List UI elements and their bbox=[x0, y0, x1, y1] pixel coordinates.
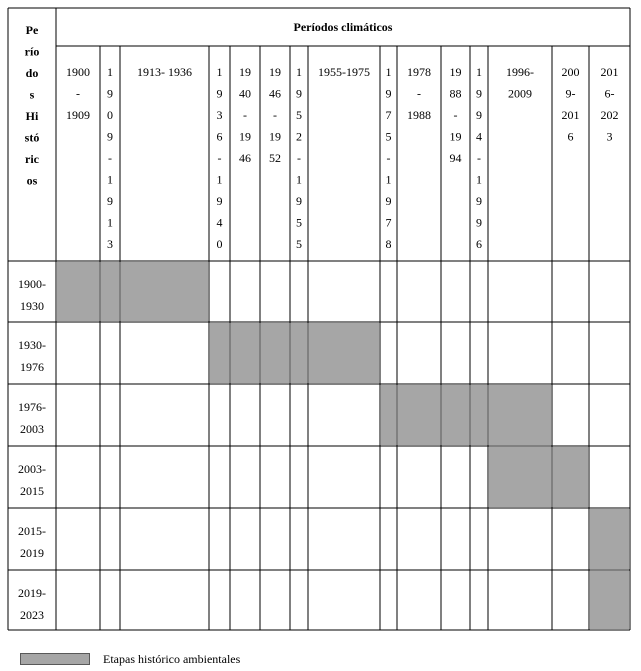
column-header-line: - bbox=[453, 108, 458, 122]
column-header-line: 1 bbox=[476, 65, 482, 79]
column-header-line: - bbox=[477, 151, 481, 165]
column-header-line: 1909 bbox=[66, 108, 90, 122]
shaded-cell bbox=[489, 385, 551, 445]
column-header-line: 200 bbox=[561, 65, 580, 79]
column-header-line: 94 bbox=[449, 151, 462, 165]
column-header-line: 1 bbox=[296, 65, 302, 79]
shaded-cell bbox=[471, 385, 487, 445]
column-header-line: 1 bbox=[107, 65, 113, 79]
shaded-cell bbox=[121, 262, 208, 321]
corner-header-line: s bbox=[29, 87, 35, 102]
shaded-cell bbox=[442, 385, 469, 445]
shaded-cell bbox=[57, 262, 99, 321]
shaded-cell bbox=[590, 509, 629, 569]
column-header-line: 9 bbox=[296, 86, 302, 101]
column-header-line: 5 bbox=[296, 237, 302, 251]
column-header-line: 6 bbox=[476, 237, 482, 251]
column-header-line: 9 bbox=[216, 194, 223, 208]
shaded-cell bbox=[590, 571, 629, 629]
corner-header-line: os bbox=[26, 173, 38, 188]
column-header-line: 3 bbox=[606, 129, 613, 144]
column-header-line: 46 bbox=[269, 86, 281, 101]
column-header-line: 1 bbox=[216, 65, 223, 79]
column-header-line: 19 bbox=[239, 65, 251, 79]
column-header-line: 40 bbox=[239, 86, 251, 101]
column-header-line: 1988 bbox=[407, 108, 431, 122]
column-header-line: 9 bbox=[107, 129, 113, 144]
column-header-line: - bbox=[386, 151, 391, 165]
column-header-line: 9 bbox=[385, 194, 392, 208]
column-header-line: 8 bbox=[385, 237, 392, 251]
column-header-line: 3 bbox=[216, 108, 223, 122]
column-header-line: 9 bbox=[476, 194, 482, 208]
column-header-line: 9 bbox=[216, 86, 223, 101]
row-label-line: 2003 bbox=[20, 422, 44, 436]
column-header-line: 0 bbox=[107, 108, 113, 122]
column-header-line: 9 bbox=[296, 194, 302, 208]
shaded-cell bbox=[381, 385, 396, 445]
row-label-line: 2003- bbox=[18, 462, 46, 476]
column-header-line: 52 bbox=[269, 151, 281, 165]
row-label-line: 2015 bbox=[20, 484, 44, 498]
column-header-line: 6- bbox=[604, 86, 615, 101]
column-header-line: 6 bbox=[567, 129, 574, 144]
column-header-line: 202 bbox=[600, 108, 619, 122]
column-header-line: 9- bbox=[565, 86, 576, 101]
column-header-line: - bbox=[217, 151, 222, 165]
column-header-line: 1 bbox=[476, 172, 482, 187]
row-label-line: 2023 bbox=[20, 608, 44, 622]
column-header-line: 5 bbox=[296, 215, 302, 230]
column-header-line: 1 bbox=[107, 215, 113, 230]
legend-label: Etapas histórico ambientales bbox=[103, 652, 241, 666]
shaded-cell bbox=[101, 262, 119, 321]
group-header: Períodos climáticos bbox=[293, 20, 393, 34]
corner-header-line: Pe bbox=[25, 23, 39, 37]
shaded-cell bbox=[231, 323, 259, 383]
column-header-line: 46 bbox=[239, 151, 251, 165]
column-header-line: - bbox=[108, 151, 112, 165]
column-header-line: 5 bbox=[385, 129, 392, 144]
row-label-line: 1900- bbox=[18, 277, 46, 291]
column-header-line: - bbox=[273, 108, 277, 122]
column-header-line: 9 bbox=[385, 86, 392, 101]
column-header-line: 9 bbox=[476, 215, 482, 230]
column-header-line: 4 bbox=[216, 215, 223, 230]
column-header-line: 4 bbox=[476, 129, 482, 144]
column-header-line: 1 bbox=[385, 65, 392, 79]
corner-header-line: do bbox=[25, 66, 39, 80]
row-label-line: 1976- bbox=[18, 400, 46, 414]
row-label-line: 2019- bbox=[18, 586, 46, 600]
corner-header-line: ric bbox=[25, 152, 39, 166]
column-header-line: 9 bbox=[107, 86, 113, 101]
corner-header-line: río bbox=[24, 44, 40, 59]
column-header-line: 201 bbox=[561, 108, 580, 122]
column-header-line: - bbox=[417, 86, 421, 101]
column-header-line: 7 bbox=[385, 108, 392, 122]
corner-header-line: stó bbox=[24, 130, 40, 145]
column-header-line: - bbox=[76, 86, 80, 101]
column-header-line: 19 bbox=[449, 129, 462, 144]
column-header-line: 201 bbox=[600, 65, 619, 79]
row-label-line: 1976 bbox=[20, 360, 44, 374]
column-header-line: 1978 bbox=[407, 65, 431, 79]
column-header-line: 88 bbox=[449, 86, 462, 101]
shaded-cell bbox=[261, 323, 289, 383]
shaded-cell bbox=[489, 447, 551, 507]
column-header-line: 19 bbox=[269, 65, 281, 79]
column-header-line: 3 bbox=[107, 237, 113, 251]
column-header-line: 1955-1975 bbox=[318, 65, 370, 79]
column-header-line: 19 bbox=[239, 129, 251, 144]
column-header-line: 1 bbox=[216, 172, 223, 187]
column-header-line: 9 bbox=[476, 86, 482, 101]
row-label-line: 1930 bbox=[20, 299, 44, 313]
column-header-line: 0 bbox=[216, 237, 223, 251]
legend-swatch bbox=[20, 653, 90, 665]
shaded-cell bbox=[210, 323, 229, 383]
column-header-line: - bbox=[243, 108, 247, 122]
row-label-line: 1930- bbox=[18, 338, 46, 352]
column-header-line: 2 bbox=[296, 129, 302, 144]
column-header-line: 9 bbox=[107, 194, 113, 208]
corner-header-line: Hi bbox=[25, 109, 39, 123]
shaded-cell bbox=[309, 323, 379, 383]
column-header-line: 1 bbox=[107, 172, 113, 187]
shaded-cell bbox=[553, 447, 588, 507]
column-header-line: 1996- bbox=[506, 65, 534, 79]
row-label-line: 2019 bbox=[20, 546, 44, 560]
column-header-line: 5 bbox=[296, 108, 302, 122]
column-header-line: 9 bbox=[476, 108, 482, 122]
row-label-line: 2015- bbox=[18, 524, 46, 538]
column-header-line: - bbox=[297, 151, 301, 165]
column-header-line: 19 bbox=[269, 129, 281, 144]
column-header-line: 19 bbox=[449, 65, 462, 79]
column-header-line: 1913- 1936 bbox=[137, 65, 192, 79]
column-header-line: 1 bbox=[296, 172, 302, 187]
shaded-cell bbox=[398, 385, 440, 445]
column-header-line: 7 bbox=[385, 215, 392, 230]
column-header-line: 1900 bbox=[66, 65, 90, 79]
shaded-cell bbox=[291, 323, 307, 383]
column-header-line: 6 bbox=[216, 129, 223, 144]
column-header-line: 1 bbox=[385, 172, 392, 187]
column-header-line: 2009 bbox=[508, 86, 532, 101]
